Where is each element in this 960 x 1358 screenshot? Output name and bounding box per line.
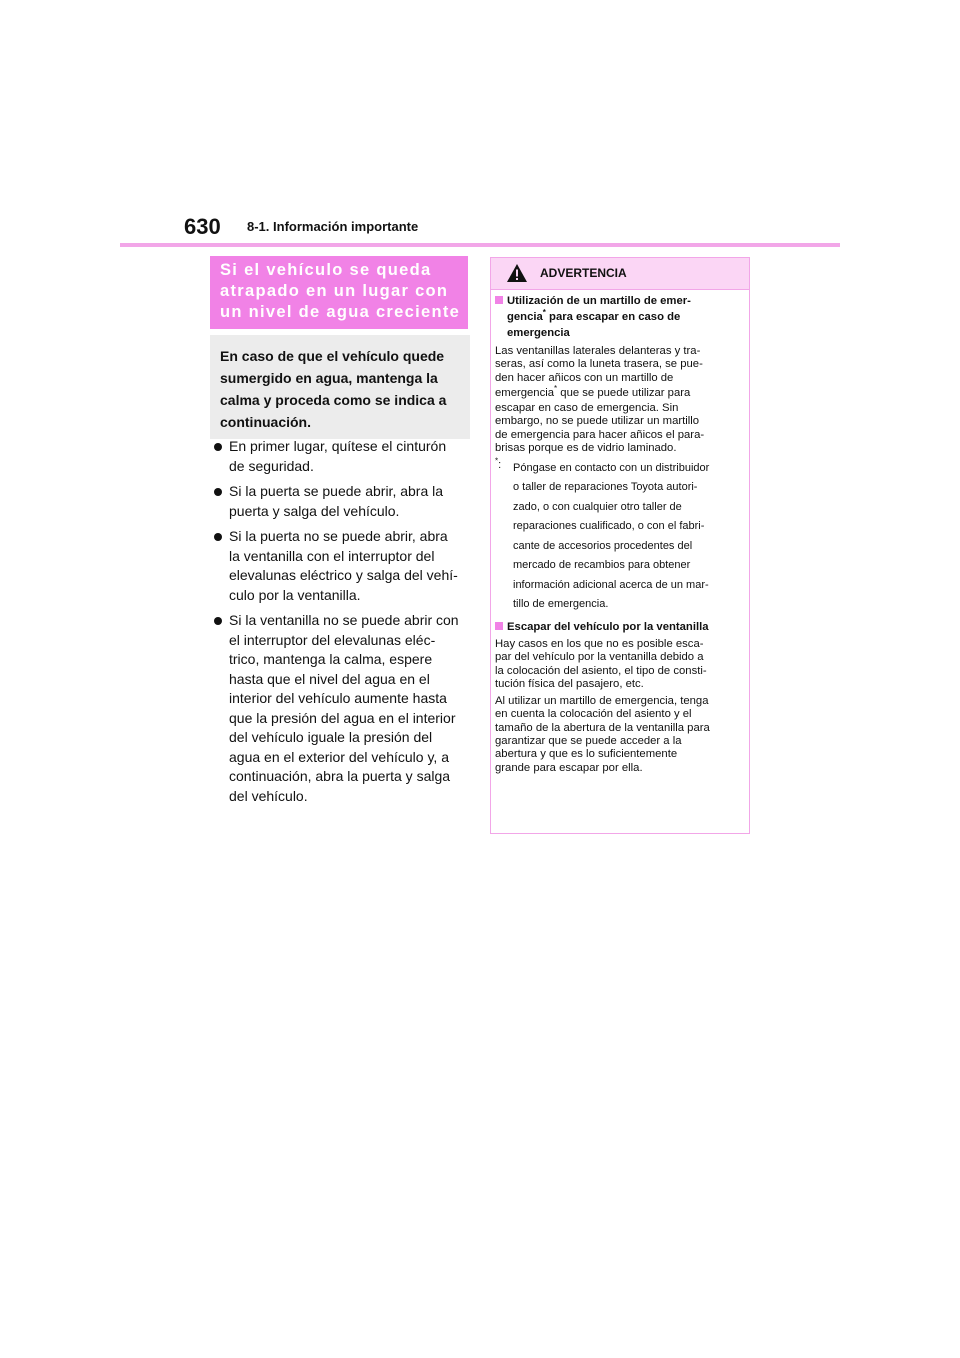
intro-line: continuación. bbox=[220, 414, 311, 430]
paragraph-line: escapar en caso de emergencia. Sin bbox=[495, 402, 679, 415]
bullet-line: elevalunas eléctrico y salga del vehí- bbox=[229, 567, 458, 583]
warning-triangle-icon bbox=[506, 263, 528, 283]
warning-paragraph bbox=[495, 345, 743, 456]
bullet-dot-icon bbox=[214, 533, 222, 541]
paragraph-line: Hay casos en los que no es posible esca- bbox=[495, 638, 704, 651]
paragraph-line: den hacer añicos con un martillo de bbox=[495, 371, 674, 384]
paragraph-line: Las ventanillas laterales delanteras y tra- bbox=[495, 344, 701, 357]
footnote-line: zado, o con cualquier otro taller de bbox=[513, 500, 682, 513]
bullet-dot-icon bbox=[214, 443, 222, 451]
intro-line: calma y proceda como se indica a bbox=[220, 392, 447, 408]
paragraph-line: seras, así como la luneta trasera, se pue- bbox=[495, 358, 703, 371]
heading-line: gencia bbox=[507, 311, 543, 324]
footnote-mark: : bbox=[498, 458, 502, 471]
warning-label: ADVERTENCIA bbox=[540, 266, 627, 280]
paragraph-line: la colocación del asiento, el tipo de consti- bbox=[495, 664, 707, 677]
list-item bbox=[212, 611, 468, 806]
paragraph-line: par del vehículo por la ventanilla debido a bbox=[495, 651, 704, 664]
bullet-line: Si la puerta se puede abrir, abra la bbox=[229, 483, 444, 499]
bullet-line: que la presión del agua en el interior bbox=[229, 709, 456, 726]
bullet-dot-icon bbox=[214, 617, 222, 625]
intro-line: En caso de que el vehículo quede bbox=[220, 348, 445, 364]
paragraph-line: en cuenta la colocación del asiento y el bbox=[495, 708, 692, 721]
paragraph-line: que se puede utilizar para bbox=[557, 387, 691, 400]
bullet-line: del vehículo iguale la presión del bbox=[229, 729, 433, 745]
asterisk: * bbox=[554, 384, 558, 394]
intro-line: sumergido en agua, mantenga la bbox=[220, 370, 438, 386]
bullet-line: culo por la ventanilla. bbox=[229, 586, 361, 603]
bullet-line: En primer lugar, quítese el cinturón bbox=[229, 438, 447, 454]
bullet-line: puerta y salga del vehículo. bbox=[229, 502, 400, 519]
title-line: atrapado en un lugar con bbox=[220, 282, 449, 300]
footnote-line: cante de accesorios procedentes del bbox=[513, 539, 693, 552]
paragraph-line: tución física del pasajero, etc. bbox=[495, 678, 644, 691]
header-rule bbox=[120, 243, 840, 247]
paragraph-line: tamaño de la abertura de la ventanilla para bbox=[495, 721, 710, 734]
paragraph-line: grande para escapar por ella. bbox=[495, 761, 643, 774]
bullet-line: interior del vehículo aumente hasta bbox=[229, 690, 447, 706]
bullet-line: de seguridad. bbox=[229, 457, 314, 474]
bullet-list bbox=[212, 437, 468, 812]
footnote-line: Póngase en contacto con un distribuidor bbox=[513, 461, 710, 474]
heading-line: para escapar en caso de bbox=[545, 311, 681, 324]
bullet-line: continuación, abra la puerta y salga bbox=[229, 768, 451, 784]
paragraph-line: embargo, no se puede utilizar un martillo bbox=[495, 415, 700, 428]
list-item bbox=[212, 527, 468, 605]
footnote-line: reparaciones cualificado, o con el fabri- bbox=[513, 520, 705, 533]
section-title: 8-1. Información importante bbox=[247, 219, 419, 234]
paragraph-line: garantizar que se puede acceder a la bbox=[495, 734, 682, 747]
paragraph-line: de emergencia para hacer añicos el para- bbox=[495, 428, 705, 441]
bullet-line: el interruptor del elevalunas eléc- bbox=[229, 631, 436, 648]
intro-box bbox=[210, 335, 470, 439]
warning-heading bbox=[495, 295, 743, 341]
paragraph-line: brisas porque es de vidrio laminado. bbox=[495, 442, 677, 455]
warning-box bbox=[490, 257, 750, 834]
bullet-line: trico, mantenga la calma, espere bbox=[229, 651, 433, 667]
page-number: 630 bbox=[184, 214, 221, 239]
bullet-line: Si la puerta no se puede abrir, abra bbox=[229, 528, 448, 544]
title-line: Si el vehículo se queda bbox=[220, 261, 432, 279]
title-line: un nivel de agua creciente bbox=[220, 303, 461, 321]
warning-paragraph bbox=[495, 695, 743, 775]
bullet-line: hasta que el nivel del agua en el bbox=[229, 670, 430, 687]
bullet-line: Si la ventanilla no se puede abrir con bbox=[229, 612, 459, 628]
footnote-line: información adicional acerca de un mar- bbox=[513, 578, 709, 591]
footnote-line: tillo de emergencia. bbox=[513, 598, 609, 611]
asterisk: * bbox=[542, 308, 546, 318]
footnote bbox=[495, 456, 743, 615]
heading-line: emergencia bbox=[507, 327, 570, 340]
footnote-line: o taller de reparaciones Toyota autori- bbox=[513, 481, 698, 494]
bullet-line: del vehículo. bbox=[229, 787, 308, 804]
square-bullet-icon bbox=[495, 296, 503, 304]
paragraph-line: emergencia bbox=[495, 387, 555, 400]
warning-header bbox=[491, 258, 749, 290]
list-item bbox=[212, 437, 468, 476]
list-item bbox=[212, 482, 468, 521]
title-box bbox=[210, 256, 468, 329]
heading-line: Utilización de un martillo de emer- bbox=[507, 295, 691, 307]
warning-body bbox=[491, 290, 749, 775]
asterisk: * bbox=[495, 456, 499, 465]
warning-heading bbox=[495, 621, 743, 634]
footnote-line: mercado de recambios para obtener bbox=[513, 559, 691, 572]
bullet-line: agua en el exterior del vehículo y, a bbox=[229, 748, 449, 765]
paragraph-line: abertura y que es lo suficientemente bbox=[495, 748, 678, 761]
heading-line: Escapar del vehículo por la ventanilla bbox=[507, 620, 709, 633]
square-bullet-icon bbox=[495, 622, 503, 630]
warning-paragraph bbox=[495, 638, 743, 692]
bullet-dot-icon bbox=[214, 488, 222, 496]
bullet-line: la ventanilla con el interruptor del bbox=[229, 547, 435, 564]
paragraph-line: Al utilizar un martillo de emergencia, tenga bbox=[495, 694, 709, 707]
